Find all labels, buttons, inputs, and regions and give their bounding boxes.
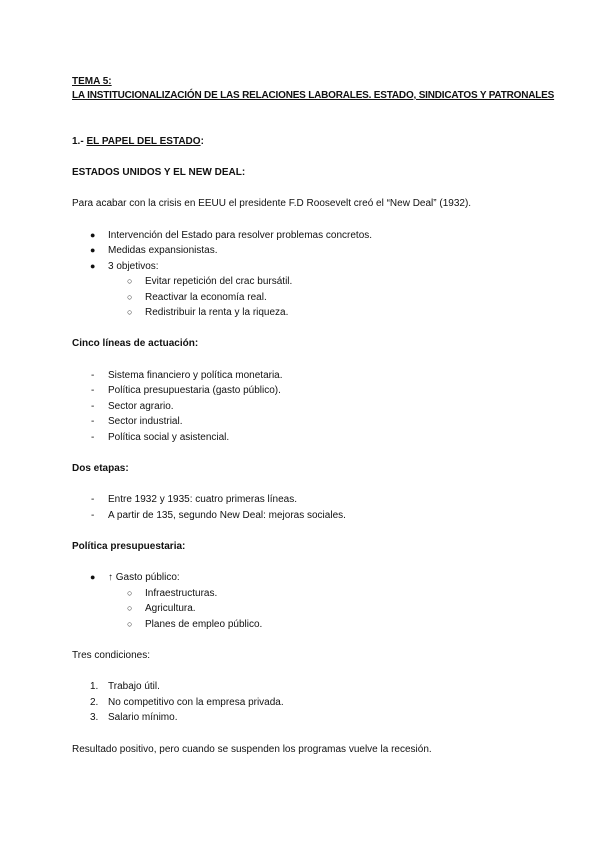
list-item: Redistribuir la renta y la riqueza. [145, 307, 289, 318]
newdeal-intro: Para acabar con la crisis en EEUU el presidente F.D Roosevelt creó el “New Deal” (1932). [72, 198, 472, 209]
resultado-paragraph: Resultado positivo, pero cuando se suspenden los programas vuelve la recesión. [72, 744, 432, 755]
section-title: EL PAPEL DEL ESTADO [86, 136, 201, 147]
dash-marker: - [91, 510, 95, 521]
dash-marker: - [91, 494, 95, 505]
list-item: Política presupuestaria (gasto público). [108, 385, 281, 396]
circle-bullet-icon: ○ [127, 619, 133, 629]
list-item: Salario mínimo. [108, 712, 178, 723]
list-item: Entre 1932 y 1935: cuatro primeras líneas. [108, 494, 297, 505]
circle-bullet-icon: ○ [127, 603, 133, 613]
condiciones-heading: Tres condiciones: [72, 650, 150, 661]
presupuestaria-heading: Política presupuestaria: [72, 541, 186, 552]
cinco-heading: Cinco líneas de actuación: [72, 338, 199, 349]
dash-marker: - [91, 416, 95, 427]
list-item: Política social y asistencial. [108, 432, 230, 443]
list-item: Infraestructuras. [145, 588, 218, 599]
list-item: Planes de empleo público. [145, 619, 263, 630]
list-item: Sistema financiero y política monetaria. [108, 370, 283, 381]
list-number: 3. [90, 712, 99, 723]
circle-bullet-icon: ○ [127, 292, 133, 302]
page-title: LA INSTITUCIONALIZACIÓN DE LAS RELACIONES LABORALES. ESTADO, SINDICATOS Y PATRONALES [72, 90, 555, 101]
section-heading [72, 135, 204, 148]
etapas-heading: Dos etapas: [72, 463, 129, 474]
section-colon: : [200, 136, 204, 147]
list-item: Intervención del Estado para resolver problemas concretos. [108, 230, 373, 241]
circle-bullet-icon: ○ [127, 276, 133, 286]
bullet-icon: ● [90, 572, 96, 582]
dash-marker: - [91, 370, 95, 381]
tema-label: TEMA 5: [72, 76, 112, 87]
list-item: Reactivar la economía real. [145, 292, 267, 303]
newdeal-heading: ESTADOS UNIDOS Y EL NEW DEAL: [72, 167, 246, 178]
list-item: ↑ Gasto público: [108, 572, 180, 583]
list-item: Sector agrario. [108, 401, 174, 412]
bullet-icon: ● [90, 261, 96, 271]
list-item: Trabajo útil. [108, 681, 160, 692]
list-number: 2. [90, 697, 99, 708]
dash-marker: - [91, 401, 95, 412]
circle-bullet-icon: ○ [127, 307, 133, 317]
dash-marker: - [91, 385, 95, 396]
list-item: A partir de 135, segundo New Deal: mejoras sociales. [108, 510, 346, 521]
list-item: No competitivo con la empresa privada. [108, 697, 284, 708]
circle-bullet-icon: ○ [127, 588, 133, 598]
list-item: Sector industrial. [108, 416, 183, 427]
list-item: Agricultura. [145, 603, 196, 614]
list-number: 1. [90, 681, 99, 692]
list-item: Medidas expansionistas. [108, 245, 218, 256]
section-number: 1.- [72, 136, 84, 147]
bullet-icon: ● [90, 245, 96, 255]
list-item: 3 objetivos: [108, 261, 159, 272]
list-item: Evitar repetición del crac bursátil. [145, 276, 293, 287]
dash-marker: - [91, 432, 95, 443]
bullet-icon: ● [90, 230, 96, 240]
